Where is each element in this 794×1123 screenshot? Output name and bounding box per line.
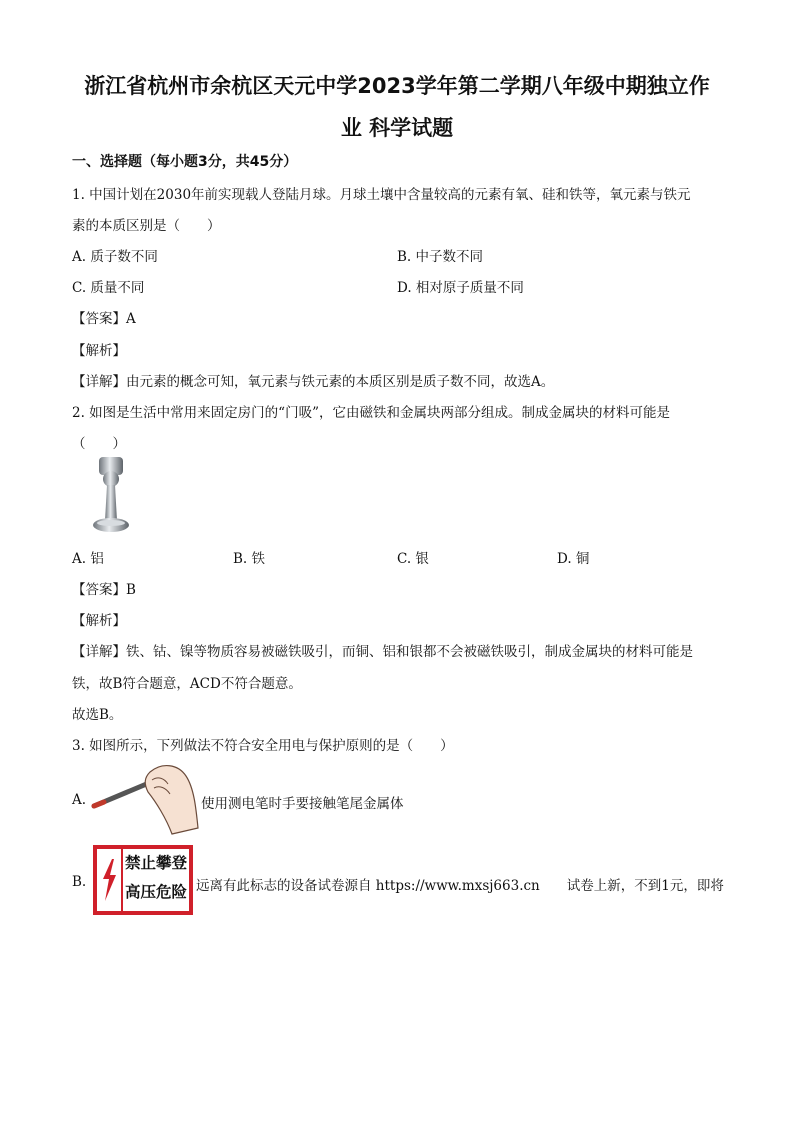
- door-stopper-image: [90, 455, 132, 537]
- q1-analysis-label: 【解析】: [72, 343, 126, 359]
- sign-icon-panel: [97, 849, 121, 911]
- q2-stem-line2: （ ）: [72, 436, 126, 452]
- q2-detail-line2: 铁，故B符合题意，ACD不符合题意。: [72, 676, 302, 692]
- q1-option-c: C. 质量不同: [72, 280, 145, 296]
- q1-option-a: A. 质子数不同: [72, 249, 158, 265]
- q2-conclusion: 故选B。: [72, 707, 123, 723]
- q2-option-a: A. 铝: [72, 551, 104, 567]
- q2-option-c: C. 银: [397, 551, 429, 567]
- q1-answer: 【答案】A: [72, 311, 136, 327]
- page-title-line2: 业 科学试题: [340, 116, 454, 140]
- q3-option-b-letter: B.: [72, 874, 87, 890]
- lightning-icon: [97, 849, 121, 911]
- sign-text-line2: 高压危险: [124, 883, 187, 901]
- q2-answer: 【答案】B: [72, 582, 136, 598]
- sign-text-panel: [123, 849, 189, 911]
- q1-stem-line2: 素的本质区别是（ ）: [72, 218, 221, 234]
- q2-analysis-label: 【解析】: [72, 613, 126, 629]
- q2-option-b: B. 铁: [233, 551, 266, 567]
- q1-stem-line1: 1. 中国计划在2030年前实现载人登陆月球。月球土壤中含量较高的元素有氧、硅和铁等，氧元素与铁元: [72, 187, 691, 203]
- q1-option-b: B. 中子数不同: [397, 249, 484, 265]
- q3-option-b-text: 远离有此标志的设备试卷源自 https://www.mxsj663.cn 试卷上新，不到1元，即将: [196, 878, 724, 894]
- sign-text-line1: 禁止攀登: [124, 854, 187, 872]
- high-voltage-warning-sign: [93, 845, 193, 915]
- q2-stem-line1: 2. 如图是生活中常用来固定房门的“门吸”，它由磁铁和金属块两部分组成。制成金属块的材料可能是: [72, 405, 670, 421]
- test-pen-hand-image: [90, 758, 202, 838]
- q3-stem: 3. 如图所示，下列做法不符合安全用电与保护原则的是（ ）: [72, 738, 454, 754]
- q3-option-a-text: 使用测电笔时手要接触笔尾金属体: [201, 796, 404, 812]
- q2-detail-line1: 【详解】铁、钴、镍等物质容易被磁铁吸引，而铜、铝和银都不会被磁铁吸引，制成金属块的材料可能是: [72, 644, 693, 660]
- page-title: 浙江省杭州市余杭区天元中学2023学年第二学期八年级中期独立作: [84, 74, 710, 98]
- section-heading: 一、选择题（每小题3分，共45分）: [72, 154, 298, 170]
- q3-option-a-letter: A.: [72, 792, 87, 808]
- q1-detail: 【详解】由元素的概念可知，氧元素与铁元素的本质区别是质子数不同，故选A。: [72, 374, 555, 390]
- q1-option-d: D. 相对原子质量不同: [397, 280, 524, 296]
- q2-option-d: D. 铜: [557, 551, 590, 567]
